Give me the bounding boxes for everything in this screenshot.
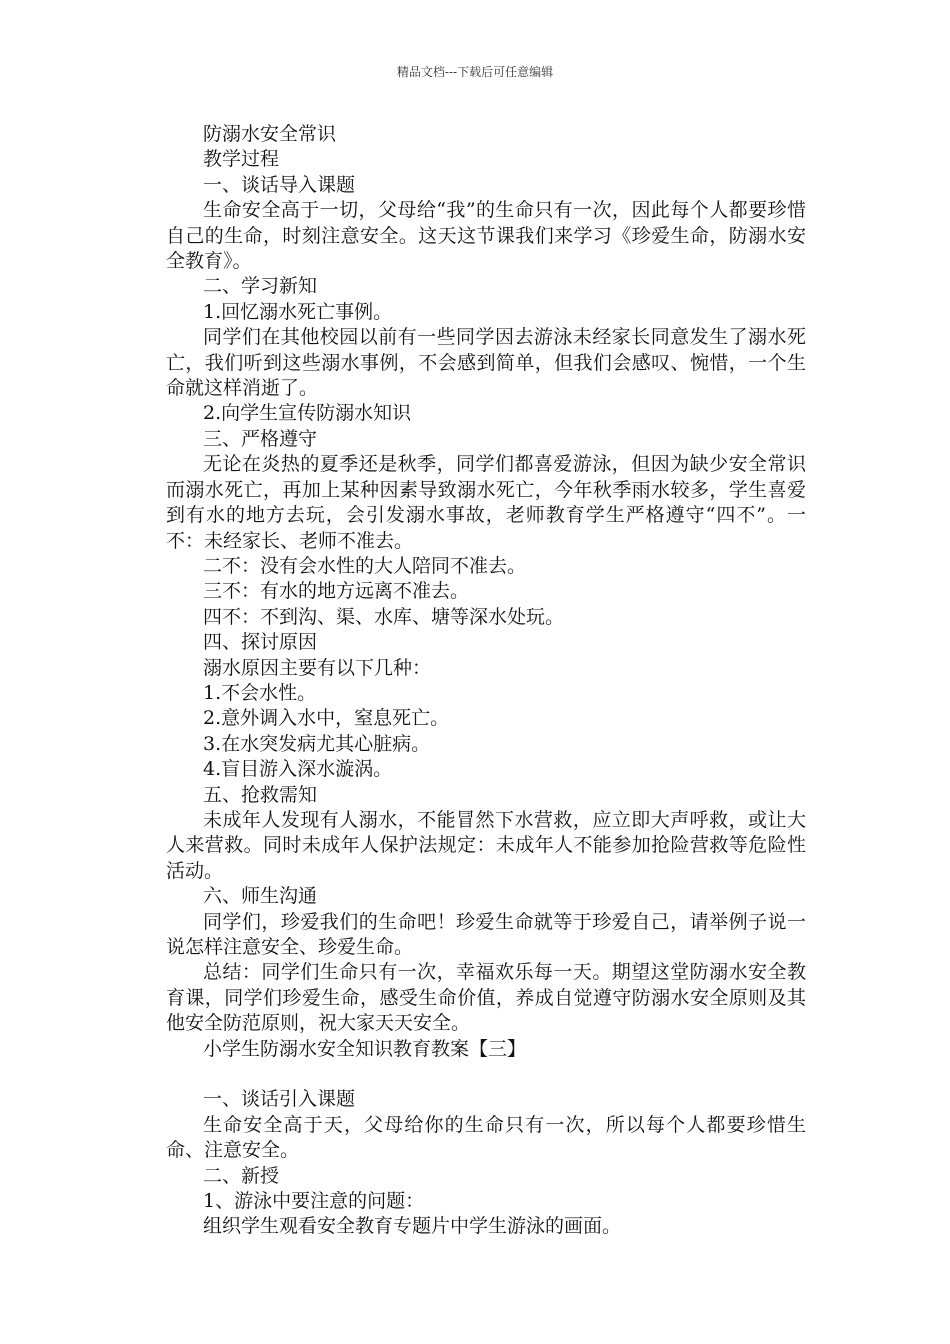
list-item: 2.向学生宣传防溺水知识 xyxy=(203,402,412,425)
list-item: 2.意外调入水中，窒息死亡。 xyxy=(203,707,450,730)
body-paragraph: 无论在炎热的夏季还是秋季，同学们都喜爱游泳，但因为缺少安全常识而溺水死亡，再加上某种因素导致溺水死亡，今年秋季雨水较多，学生喜爱到有水的地方去玩，会引发溺水事故，老师教育学生严格遵守“四不”。一不：未经家长、老师不准去。 xyxy=(166,453,806,552)
body-paragraph: 溺水原因主要有以下几种： xyxy=(203,656,432,679)
list-item: 3.在水突发病尤其心脏病。 xyxy=(203,732,431,755)
list-item: 二不：没有会水性的大人陪同不准去。 xyxy=(203,554,527,577)
section-heading: 教学过程 xyxy=(203,148,280,171)
section-heading: 三、严格遵守 xyxy=(203,427,318,450)
document-subtitle: 小学生防溺水安全知识教育教案【三】 xyxy=(203,1037,527,1060)
list-item: 1.不会水性。 xyxy=(203,681,317,704)
section-heading: 四、探讨原因 xyxy=(203,631,318,654)
list-item: 三不：有水的地方远离不准去。 xyxy=(203,580,470,603)
list-item: 1、游泳中要注意的问题： xyxy=(203,1190,425,1213)
body-paragraph: 生命安全高于一切，父母给“我”的生命只有一次，因此每个人都要珍惜自己的生命，时刻注意安全。这天这节课我们来学习《珍爱生命，防溺水安全教育》。 xyxy=(166,199,806,273)
list-item: 1.回忆溺水死亡事例。 xyxy=(203,300,393,323)
body-paragraph: 总结：同学们生命只有一次，幸福欢乐每一天。期望这堂防溺水安全教育课，同学们珍爱生命，感受生命价值，养成自觉遵守防溺水安全原则及其他安全防范原则，祝大家天天安全。 xyxy=(166,961,806,1035)
section-heading: 五、抢救需知 xyxy=(203,783,318,806)
body-paragraph: 未成年人发现有人溺水，不能冒然下水营救，应立即大声呼救，或让大人来营救。同时未成年人保护法规定：未成年人不能参加抢险营救等危险性活动。 xyxy=(166,808,806,882)
section-heading: 六、师生沟通 xyxy=(203,885,318,908)
section-heading: 一、谈话导入课题 xyxy=(203,173,356,196)
list-item: 4.盲目游入深水漩涡。 xyxy=(203,758,393,781)
blank-line xyxy=(166,1062,806,1087)
document-body xyxy=(166,122,806,1240)
section-heading: 一、谈话引入课题 xyxy=(203,1088,356,1111)
body-paragraph: 生命安全高于天，父母给你的生命只有一次，所以每个人都要珍惜生命、注意安全。 xyxy=(166,1113,806,1162)
page-header: 精品文档---下载后可任意编辑 xyxy=(396,65,554,79)
body-paragraph: 组织学生观看安全教育专题片中学生游泳的画面。 xyxy=(203,1215,622,1238)
document-title: 防溺水安全常识 xyxy=(203,123,337,145)
list-item: 四不：不到沟、渠、水库、塘等深水处玩。 xyxy=(203,605,565,628)
section-heading: 二、新授 xyxy=(203,1164,280,1187)
body-paragraph: 同学们，珍爱我们的生命吧！珍爱生命就等于珍爱自己，请举例子说一说怎样注意安全、珍爱生命。 xyxy=(166,910,806,958)
body-paragraph: 同学们在其他校园以前有一些同学因去游泳未经家长同意发生了溺水死亡，我们听到这些溺水事例，不会感到简单，但我们会感叹、惋惜，一个生命就这样消逝了。 xyxy=(166,326,806,400)
section-heading: 二、学习新知 xyxy=(203,275,318,298)
